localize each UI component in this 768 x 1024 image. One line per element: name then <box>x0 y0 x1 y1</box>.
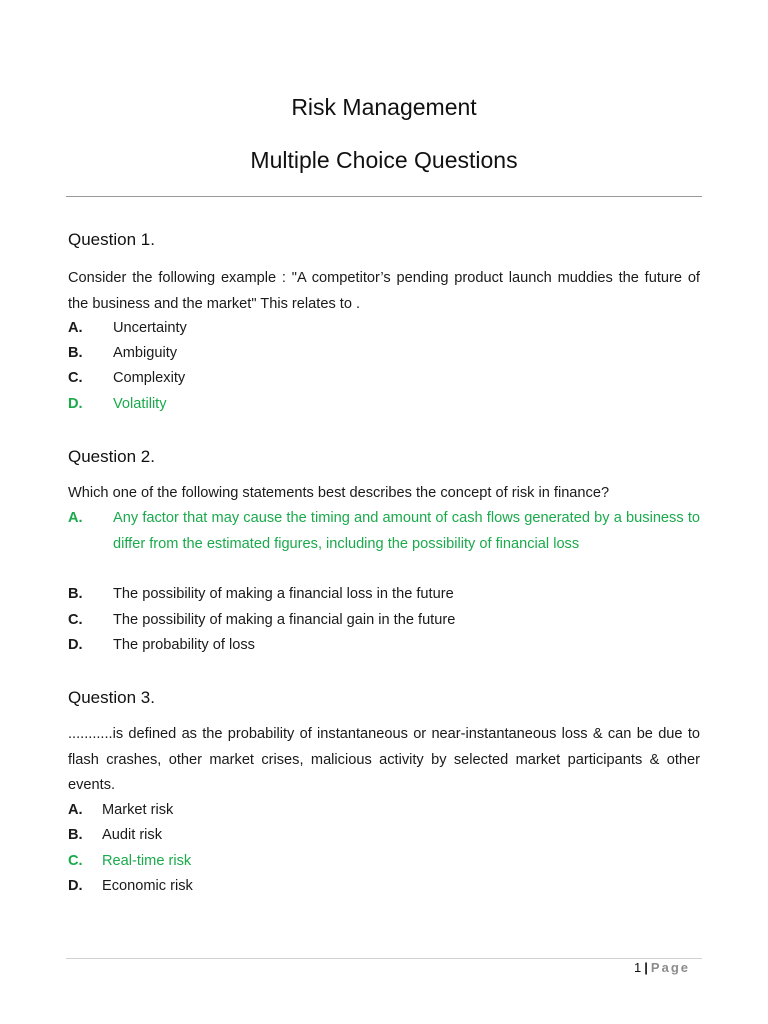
header-divider <box>66 196 702 197</box>
option-letter: B. <box>68 345 83 361</box>
option-letter: C. <box>68 853 83 869</box>
option-letter: D. <box>68 637 83 653</box>
option-letter: A. <box>68 510 83 526</box>
option-text: Complexity <box>113 370 186 386</box>
question-2-option-b <box>68 582 700 608</box>
question-1-text: Consider the following example : "A competitor’s pending product launch muddies the future of the business and the market" This relates to . <box>68 270 700 312</box>
page-label: Page <box>650 960 690 975</box>
option-letter: D. <box>68 878 83 894</box>
question-3-text: ...........is defined as the probability of instantaneous or near-instantaneous loss & can be due to flash crashes, other market crises, malicious activity by selected market participants & other events. <box>68 726 700 793</box>
footer-divider <box>66 958 702 959</box>
option-letter: A. <box>68 320 83 336</box>
option-text: Volatility <box>113 396 167 412</box>
question-2-heading: Question 2. <box>68 447 155 466</box>
option-letter: B. <box>68 827 83 843</box>
question-1-option-d-correct <box>68 392 700 418</box>
question-3-option-b <box>68 823 700 849</box>
document-title: Risk Management <box>291 94 477 120</box>
option-text: Audit risk <box>102 827 163 843</box>
document-subtitle: Multiple Choice Questions <box>250 147 518 173</box>
option-text: Any factor that may cause the timing and amount of cash flows generated by a business to differ from the estimated figures, including the possibility of financial loss <box>113 510 700 552</box>
page-footer <box>634 960 690 975</box>
option-text: Market risk <box>102 802 174 818</box>
option-text: Economic risk <box>102 878 193 894</box>
question-1-option-b <box>68 341 700 367</box>
question-3-heading: Question 3. <box>68 688 155 707</box>
option-letter: D. <box>68 396 83 412</box>
question-2-option-a-correct <box>68 506 700 557</box>
question-2-option-d <box>68 633 700 659</box>
option-text: Uncertainty <box>113 320 187 336</box>
option-letter: C. <box>68 612 83 628</box>
question-3-option-d <box>68 874 700 900</box>
option-text: The possibility of making a financial loss in the future <box>113 586 454 602</box>
option-letter: C. <box>68 370 83 386</box>
option-letter: A. <box>68 802 83 818</box>
page-number: 1 <box>634 960 642 975</box>
question-2-text: Which one of the following statements best describes the concept of risk in finance? <box>68 485 610 501</box>
option-text: The possibility of making a financial gain in the future <box>113 612 456 628</box>
question-1-option-c <box>68 366 700 392</box>
question-3-option-a <box>68 798 700 824</box>
question-2-option-c <box>68 608 700 634</box>
option-text: Real-time risk <box>102 853 192 869</box>
footer-separator: | <box>644 960 648 975</box>
question-1-heading: Question 1. <box>68 230 155 249</box>
option-text: The probability of loss <box>113 637 255 653</box>
option-text: Ambiguity <box>113 345 178 361</box>
question-3-option-c-correct <box>68 849 700 875</box>
question-1-option-a <box>68 316 700 342</box>
option-letter: B. <box>68 586 83 602</box>
